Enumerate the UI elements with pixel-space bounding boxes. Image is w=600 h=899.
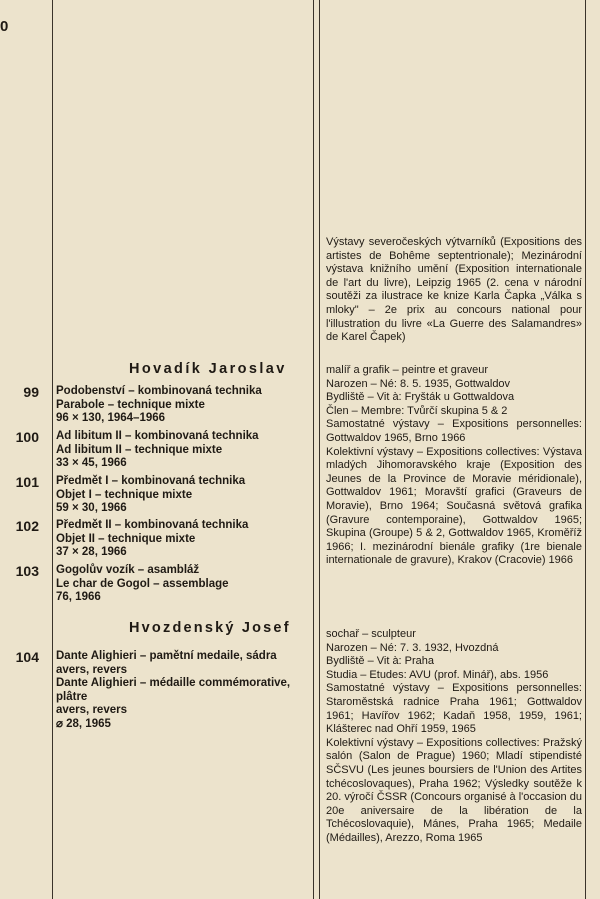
entry-description: Ad libitum II – kombinovaná technika Ad libitum II – technique mixte 33 × 45, 1966 — [56, 430, 259, 469]
entry-description: Dante Alighieri – pamětní medaile, sádra avers, revers Dante Alighieri – médaille commémorative, plâtre avers, revers ⌀ 28, 1965 — [56, 650, 291, 730]
column-rule-middle-a — [313, 0, 314, 899]
artist-name-hovadik: Hovadík Jaroslav — [129, 361, 287, 377]
entry-number: 101 — [15, 474, 39, 490]
entry-description: Předmět II – kombinovaná technika Objet II – technique mixte 37 × 28, 1966 — [56, 519, 249, 558]
column-rule-middle-b — [319, 0, 320, 899]
entry-number: 103 — [15, 563, 39, 579]
entry-description: Gogolův vozík – asambláž Le char de Gogol – assemblage 76, 1966 — [56, 564, 229, 603]
entry-number: 104 — [15, 649, 39, 665]
artist-bio-hovadik: malíř a grafik – peintre et graveur Narozen – Né: 8. 5. 1935, Gottwaldov Bydliště – Vit à: Fryšták u Gottwaldova Člen – Membre: Tvůrčí skupina 5 & 2 Samostatné výstavy – Expositions personnelles: Gottwaldov 1965, Brno 1966 Kolektivní výstavy – Expositions collectives: Výstava mladých Jihomoravského kraje (Exposition des Jeunes de la Province de Moravie méridionale), Gottwaldov 1961; Moravští grafici (Graveurs de Moravie), Brno 1964; Současná světová grafika (Gravure contemporaine), Gottwaldov 1965; Skupina (Groupe) 5 & 2, Gottwaldov 1965, Kroměříž 1966; I. mezinárodní bienále grafiky (1re bienale internationale de gravure), Krakov (Cracovie) 1966 — [326, 364, 582, 567]
artist-name-hvozdensky: Hvozdenský Josef — [129, 620, 291, 636]
entry-description: Podobenství – kombinovaná technika Parabole – technique mixte 96 × 130, 1964–1966 — [56, 385, 262, 424]
entry-description: Předmět I – kombinovaná technika Objet I – technique mixte 59 × 30, 1966 — [56, 475, 246, 514]
page-number: 0 — [0, 18, 9, 35]
column-rule-right — [585, 0, 586, 899]
previous-artist-exhibitions: Výstavy severočeských výtvarníků (Expositions des artistes de Bohême septentrionale); Mezinárodní výstava knižního umění (Exposition internationale de l'art du livre), Leipzig 1965 (2. cena v národní soutěži za ilustrace ke knize Karla Čapka „Válka s mloky" – 2e prix au concours national pour l'illustration du livre «La Guerre des Salamandres» de Karel Čapek) — [326, 236, 582, 344]
entry-number: 100 — [15, 429, 39, 445]
entry-number: 99 — [23, 384, 39, 400]
entry-number: 102 — [15, 518, 39, 534]
column-rule-left — [52, 0, 53, 899]
artist-bio-hvozdensky: sochař – sculpteur Narozen – Né: 7. 3. 1932, Hvozdná Bydliště – Vit à: Praha Studia – Etudes: AVU (prof. Minář), abs. 1956 Samostatné výstavy – Expositions personnelles: Staroměstská radnice Praha 1961; Gottwaldov 1961; Havířov 1962; Kadaň 1958, 1959, 1961; Klášterec nad Ohří 1959, 1965 Kolektivní výstavy – Expositions collectives: Pražský salón (Salon de Prague) 1960; Mladí stipendisté SČSVU (Les jeunes boursiers de l'Union des Artites tchécoslovaques), Praha 1962; Výsledky soutěže k 20. výročí ČSSR (Concours organisé à l'occasion du 20e aniversaire de la libération de la Tchécoslovaquie), Mánes, Praha 1965; Medaile (Médailles), Arezzo, Roma 1965 — [326, 628, 582, 844]
